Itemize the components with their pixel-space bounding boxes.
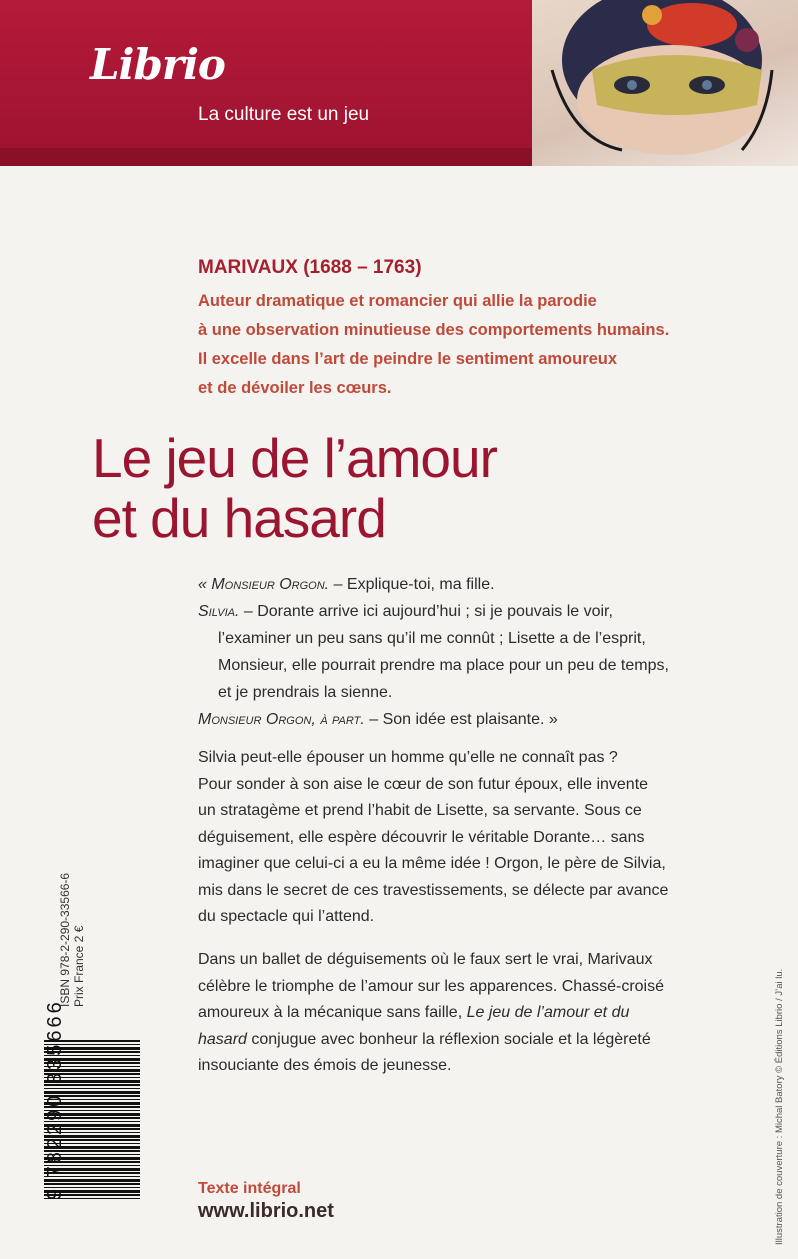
summary-line: insouciante des émois de jeunesse. bbox=[198, 1057, 452, 1074]
banner-strip bbox=[0, 148, 532, 166]
summary-line bbox=[198, 1000, 678, 1027]
barcode-number: 9 782290 335666 bbox=[44, 999, 66, 1200]
italic-title: Le jeu de l’amour et du bbox=[466, 1004, 630, 1021]
author-desc-line: à une observation minutieuse des comportements humains. bbox=[198, 321, 670, 339]
mask-face-illustration bbox=[532, 0, 798, 166]
librio-logo: Librio bbox=[90, 40, 225, 89]
author-description bbox=[198, 287, 698, 403]
quote-line: Monsieur, elle pourrait prendre ma place pour un peu de temps, bbox=[218, 657, 669, 674]
quote-excerpt bbox=[198, 571, 718, 733]
summary-text: conjugue avec bonheur la réflexion sociale et la légèreté bbox=[246, 1030, 651, 1048]
summary-text: amoureux à la mécanique sans faille, bbox=[198, 1004, 467, 1021]
author-desc-line: et de dévoiler les cœurs. bbox=[198, 379, 392, 397]
quote-line: l’examiner un peu sans qu’il me connût ; Lisette a de l’esprit, bbox=[218, 630, 646, 647]
speaker: Monsieur Orgon, à part. bbox=[198, 711, 365, 728]
summary-line: déguisement, elle espère découvrir le véritable Dorante… sans bbox=[198, 828, 645, 846]
book-title bbox=[92, 428, 712, 548]
quote-line bbox=[198, 706, 718, 733]
title-line: Le jeu de l’amour bbox=[92, 427, 497, 489]
summary-line: un stratagème et prend l’habit de Lisette, sa servante. Sous ce bbox=[198, 802, 642, 819]
summary-line: Dans un ballet de déguisements où le faux sert le vrai, Marivaux bbox=[198, 951, 653, 968]
tagline: La culture est un jeu bbox=[198, 104, 370, 125]
summary-paragraph-2 bbox=[198, 947, 678, 1080]
summary-line bbox=[198, 1027, 678, 1054]
summary-line: célèbre le triomphe de l’amour sur les apparences. Chassé-croisé bbox=[198, 977, 664, 995]
price: Prix France 2 € bbox=[72, 925, 86, 1007]
author-desc-line: Il excelle dans l’art de peindre le sentiment amoureux bbox=[198, 350, 618, 368]
website-link[interactable]: www.librio.net bbox=[198, 1200, 334, 1222]
title-line: et du hasard bbox=[92, 487, 386, 549]
quote-line bbox=[198, 598, 718, 625]
quote-line: et je prendrais la sienne. bbox=[218, 684, 393, 701]
speaker: « Monsieur Orgon. bbox=[198, 576, 330, 593]
quote-text: – Dorante arrive ici aujourd’hui ; si je pouvais le voir, bbox=[239, 603, 613, 620]
quote-text: – Son idée est plaisante. » bbox=[364, 711, 558, 728]
author-block bbox=[198, 257, 698, 403]
summary-line: Pour sonder à son aise le cœur de son futur époux, elle invente bbox=[198, 775, 649, 793]
summary-line: Silvia peut-elle épouser un homme qu’elle ne connaît pas ? bbox=[198, 749, 618, 766]
italic-title: hasard bbox=[198, 1030, 247, 1048]
quote-line bbox=[198, 571, 718, 598]
summary-line: imaginer que celui-ci a eu la même idée ! Orgon, le père de Silvia, bbox=[198, 855, 666, 872]
cover-illustration bbox=[532, 0, 798, 166]
summary-line: du spectacle qui l’attend. bbox=[198, 908, 375, 925]
summary-paragraph-1 bbox=[198, 745, 678, 931]
author-desc-line: Auteur dramatique et romancier qui allie la parodie bbox=[198, 292, 597, 310]
footer bbox=[198, 1180, 334, 1223]
publisher-banner bbox=[0, 0, 532, 166]
speaker: Silvia. bbox=[198, 603, 240, 620]
texte-integral: Texte intégral bbox=[198, 1180, 301, 1197]
isbn-number: ISBN 978-2-290-33566-6 bbox=[58, 872, 72, 1007]
quote-text: – Explique-toi, ma fille. bbox=[329, 576, 495, 593]
author-name: MARIVAUX (1688 – 1763) bbox=[198, 257, 422, 278]
summary-line: mis dans le secret de ces travestissements, se délecte par avance bbox=[198, 881, 669, 899]
credit-text: Illustration de couverture : Michal Batory © Éditions Librio / J’ai lu. bbox=[774, 968, 785, 1245]
